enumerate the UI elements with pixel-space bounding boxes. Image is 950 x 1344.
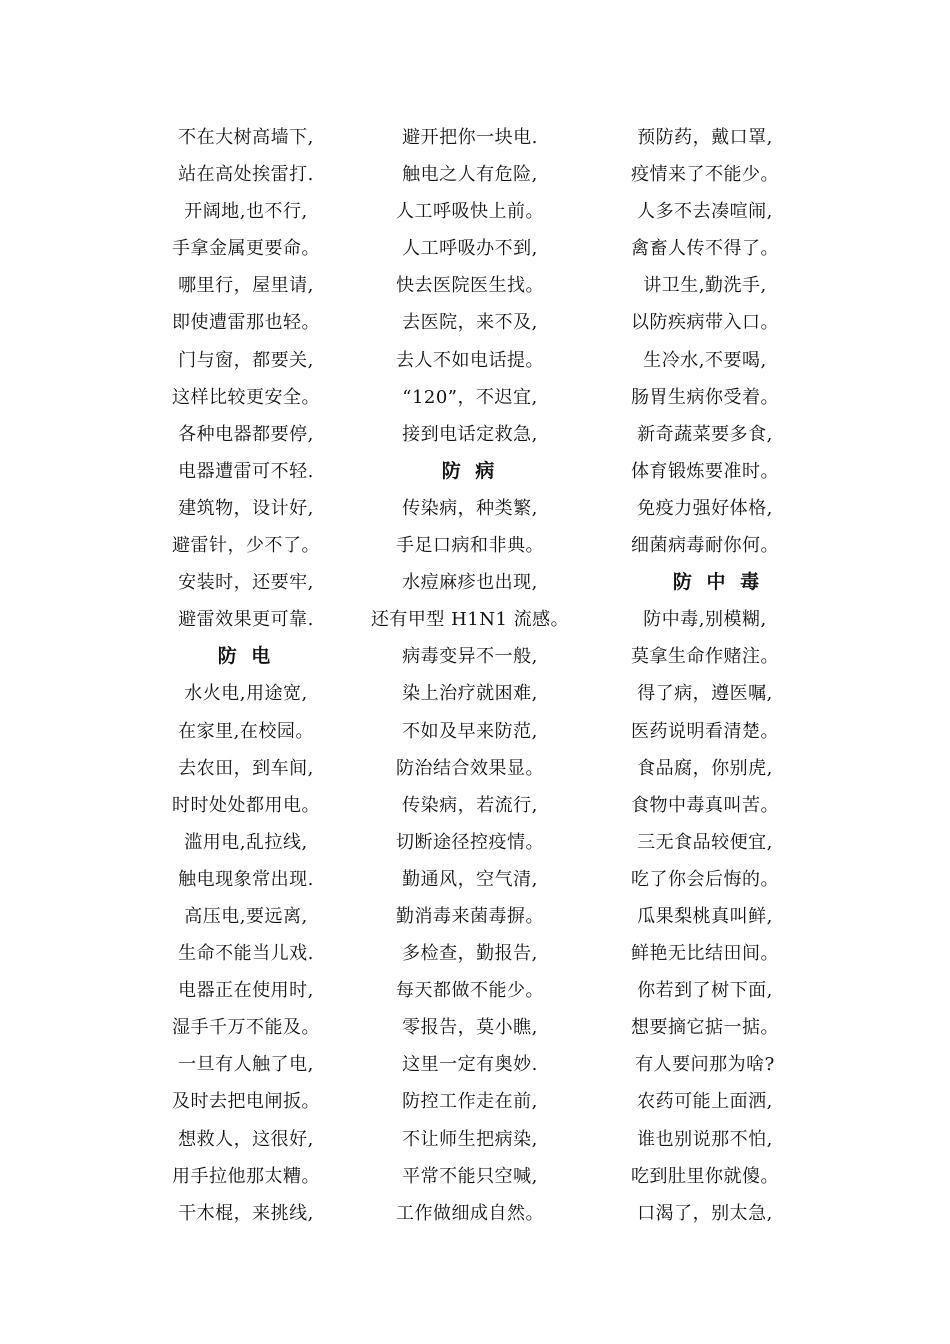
verse-line: 这里一定有奥妙. [402, 1054, 538, 1076]
verse-line: 高压电,要远离, [184, 905, 308, 927]
verse-line: 电器正在使用时, [178, 980, 314, 1002]
verse-line: 食品腐，你别虎, [637, 757, 773, 779]
verse-line: 口渴了，别太急, [637, 1202, 773, 1224]
verse-line: 人多不去凑喧闹, [637, 201, 773, 223]
verse-line: 新奇蔬菜要多食, [637, 423, 773, 445]
verse-line: 疫情来了不能少。 [631, 164, 779, 186]
verse-line: 病毒变异不一般, [402, 646, 538, 668]
verse-line: 你若到了树下面, [637, 980, 773, 1002]
verse-line: 平常不能只空喊, [402, 1165, 538, 1187]
verse-line: 肠胃生病你受着。 [631, 386, 779, 408]
verse-line: 每天都做不能少。 [396, 980, 544, 1002]
verse-line: 防治结合效果显。 [396, 757, 544, 779]
verse-line: 农药可能上面洒, [637, 1091, 773, 1113]
verse-line: 防控工作走在前, [402, 1091, 538, 1113]
verse-line: 医药说明看清楚。 [631, 720, 779, 742]
verse-line: 鲜艳无比结田间。 [631, 943, 779, 965]
verse-line: 及时去把电闸扳。 [172, 1091, 320, 1113]
verse-line: 生冷水,不要喝, [643, 349, 767, 371]
verse-line: 传染病，若流行, [402, 794, 538, 816]
verse-line: 去医院，来不及, [402, 312, 538, 334]
verse-line: 在家里,在校园。 [178, 720, 314, 742]
verse-line: 勤通风，空气清, [402, 868, 538, 890]
verse-line: 瓜果梨桃真叫鲜, [637, 905, 773, 927]
verse-line: 各种电器都要停, [178, 423, 314, 445]
verse-line: 电器遭雷可不轻. [178, 460, 314, 482]
section-heading: 防 病 [441, 459, 499, 482]
verse-line: 即使遭雷那也轻。 [172, 312, 320, 334]
verse-line: 想救人，这很好, [178, 1128, 314, 1150]
verse-line: 哪里行，屋里请, [178, 275, 314, 297]
verse-line: 手足口病和非典。 [396, 535, 544, 557]
verse-line: 工作做细成自然。 [396, 1202, 544, 1224]
verse-line: 避开把你一块电. [402, 127, 538, 148]
section-heading: 防 中 毒 [672, 571, 764, 594]
verse-line: 安装时，还要牢, [178, 572, 314, 594]
verse-line: 吃到肚里你就傻。 [631, 1165, 779, 1187]
verse-line: 讲卫生,勤洗手, [643, 275, 767, 297]
verse-line: 零报告，莫小瞧, [402, 1017, 538, 1039]
verse-line: 去人不如电话提。 [396, 349, 544, 371]
verse-line: 莫拿生命作赌注。 [631, 646, 779, 668]
verse-line: 避雷针，少不了。 [172, 535, 320, 557]
verse-line: 切断途径控疫情。 [396, 831, 544, 853]
verse-line: 触电之人有危险, [402, 164, 538, 186]
verse-line: 这样比较更安全。 [172, 386, 320, 408]
verse-line: 三无食品较便宜, [637, 831, 773, 853]
verse-line: 勤消毒来菌毒摒。 [396, 905, 544, 927]
verse-line: 手拿金属更要命。 [172, 238, 320, 260]
verse-line: 水火电,用途宽, [184, 683, 308, 705]
verse-line: 以防疾病带入口。 [631, 312, 779, 334]
verse-line: 开阔地,也不行, [184, 201, 308, 223]
verse-line: 用手拉他那太糟。 [172, 1165, 320, 1187]
verse-line: 去农田，到车间, [178, 757, 314, 779]
verse-line: 还有甲型 H1N1 流感。 [370, 609, 570, 631]
verse-line: 预防药，戴口罩, [637, 127, 773, 148]
verse-line: 吃了你会后悔的。 [631, 868, 779, 890]
verse-line: 禽畜人传不得了。 [631, 238, 779, 260]
verse-line: “120”，不迟宜, [402, 386, 538, 408]
text-column-2 [355, 119, 585, 1232]
verse-line: 滥用电,乱拉线, [184, 831, 308, 853]
section-heading: 防 电 [217, 645, 275, 668]
verse-line: 人工呼吸办不到, [402, 238, 538, 260]
verse-line: 接到电话定救急, [402, 423, 538, 445]
verse-line: 不如及早来防范, [402, 720, 538, 742]
text-column-1 [131, 119, 361, 1232]
verse-line: 不在大树高墙下, [178, 127, 314, 148]
verse-line: 多检查，勤报告, [402, 943, 538, 965]
verse-line: 触电现象常出现. [178, 868, 314, 890]
verse-line: 不让师生把病染, [402, 1128, 538, 1150]
verse-line: 站在高处挨雷打. [178, 164, 314, 186]
verse-line: 传染病，种类繁, [402, 497, 538, 519]
verse-line: 人工呼吸快上前。 [396, 201, 544, 223]
verse-line: 建筑物，设计好, [178, 497, 314, 519]
verse-line: 体育锻炼要准时。 [631, 460, 779, 482]
verse-line: 时时处处都用电。 [172, 794, 320, 816]
verse-line: 谁也别说那不怕, [637, 1128, 773, 1150]
verse-line: 防中毒,别模糊, [643, 609, 767, 631]
text-column-3 [590, 119, 820, 1232]
verse-line: 湿手千万不能及。 [172, 1017, 320, 1039]
verse-line: 避雷效果更可靠. [178, 609, 314, 631]
verse-line: 快去医院医生找。 [396, 275, 544, 297]
verse-line: 门与窗，都要关, [178, 349, 314, 371]
verse-line: 得了病，遵医嘱, [637, 683, 773, 705]
verse-line: 一旦有人触了电, [178, 1054, 314, 1076]
verse-line: 干木棍，来挑线, [178, 1202, 314, 1224]
verse-line: 食物中毒真叫苦。 [631, 794, 779, 816]
verse-line: 免疫力强好体格, [637, 497, 773, 519]
verse-line: 染上治疗就困难, [402, 683, 538, 705]
verse-line: 细菌病毒耐你何。 [631, 535, 779, 557]
verse-line: 想要摘它掂一掂。 [631, 1017, 779, 1039]
verse-line: 水痘麻疹也出现, [402, 572, 538, 594]
verse-line: 生命不能当儿戏. [178, 943, 314, 965]
verse-line: 有人要问那为啥? [635, 1054, 775, 1076]
